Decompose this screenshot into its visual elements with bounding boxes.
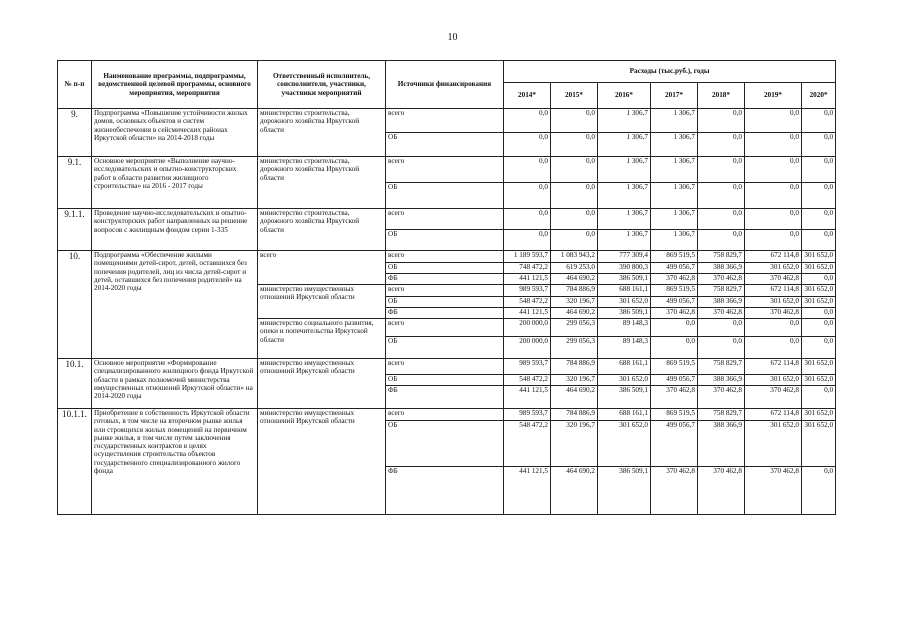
- expense-value: 301 652,0: [745, 263, 802, 274]
- expense-value: 1 306,7: [651, 183, 698, 209]
- expense-value: 672 114,8: [745, 409, 802, 421]
- expense-value: 1 189 593,7: [504, 251, 551, 263]
- expense-value: 0,0: [698, 337, 745, 359]
- expense-value: 301 652,0: [598, 421, 651, 467]
- expense-value: 301 652,0: [802, 285, 836, 297]
- expense-value: 0,0: [745, 209, 802, 230]
- expense-value: 0,0: [802, 109, 836, 133]
- expense-value: 688 161,1: [598, 285, 651, 297]
- expense-value: 386 509,1: [598, 274, 651, 285]
- expense-value: 301 652,0: [802, 359, 836, 375]
- expense-value: 0,0: [698, 209, 745, 230]
- expense-value: 619 253,0: [551, 263, 598, 274]
- expense-value: 758 829,7: [698, 409, 745, 421]
- measure-name: Подпрограмма «Повышение устойчивости жилых домов, основных объектов и систем жизнеобеспечения в сейсмических районах Иркутской области» на 2014-2018 годы: [92, 109, 258, 157]
- table-row: [58, 209, 836, 230]
- row-number: 9.1.: [58, 157, 92, 209]
- header-year: 2018*: [698, 83, 745, 109]
- funding-source: ФБ: [386, 308, 504, 319]
- executor: министерство социального развития, опеки и попечительства Иркутской области: [258, 319, 386, 359]
- expense-value: 688 161,1: [598, 409, 651, 421]
- expense-value: 0,0: [698, 183, 745, 209]
- expense-value: 390 800,3: [598, 263, 651, 274]
- expense-value: 0,0: [745, 157, 802, 183]
- expense-value: 0,0: [745, 183, 802, 209]
- expense-value: 320 196,7: [551, 421, 598, 467]
- funding-source: ФБ: [386, 467, 504, 515]
- funding-source: всего: [386, 157, 504, 183]
- expense-value: 0,0: [651, 337, 698, 359]
- expense-value: 464 690,2: [551, 386, 598, 409]
- expense-value: 748 472,2: [504, 263, 551, 274]
- expense-value: 0,0: [698, 230, 745, 251]
- expense-value: 499 056,7: [651, 297, 698, 308]
- expense-value: 0,0: [802, 319, 836, 337]
- expense-value: 299 056,3: [551, 337, 598, 359]
- expense-value: 0,0: [651, 319, 698, 337]
- expense-value: 370 462,8: [698, 274, 745, 285]
- expense-value: 0,0: [802, 183, 836, 209]
- expense-value: 0,0: [551, 133, 598, 157]
- expense-value: 548 472,2: [504, 375, 551, 386]
- funding-source: всего: [386, 319, 504, 337]
- measure-name: Проведение научно-исследовательских и опытно-конструкторских работ направленных на решение вопросов с жилищным фондом серии 1-335: [92, 209, 258, 251]
- header-year: 2017*: [651, 83, 698, 109]
- expense-value: 0,0: [802, 133, 836, 157]
- expense-value: 0,0: [745, 337, 802, 359]
- expense-value: 0,0: [802, 157, 836, 183]
- executor: министерство имущественных отношений Иркутской области: [258, 359, 386, 409]
- expense-value: 0,0: [504, 183, 551, 209]
- expense-value: 441 121,5: [504, 386, 551, 409]
- expense-value: 1 306,7: [651, 109, 698, 133]
- expense-value: 301 652,0: [745, 375, 802, 386]
- expense-value: 1 306,7: [598, 230, 651, 251]
- expense-value: 464 690,2: [551, 308, 598, 319]
- table-row: [58, 409, 836, 421]
- expense-value: 0,0: [504, 157, 551, 183]
- expense-value: 0,0: [698, 109, 745, 133]
- expense-value: 1 306,7: [651, 133, 698, 157]
- expense-value: 370 462,8: [698, 308, 745, 319]
- expense-value: 0,0: [504, 230, 551, 251]
- header-year: 2016*: [598, 83, 651, 109]
- executor: министерство строительства, дорожного хозяйства Иркутской области: [258, 209, 386, 251]
- expense-value: 0,0: [802, 209, 836, 230]
- measure-name: Приобретение в собственность Иркутской области готовых, в том числе на вторичном рынке жилья или строящихся жилых помещений на первичном рынке жилья, в том числе путем заключения государственных контрактов в целях осуществления строительства объектов государственного специализированного жилого фонда: [92, 409, 258, 515]
- expense-value: 388 366,9: [698, 297, 745, 308]
- expense-value: 370 462,8: [745, 308, 802, 319]
- expense-value: 200 000,0: [504, 319, 551, 337]
- expense-value: 464 690,2: [551, 274, 598, 285]
- funding-source: всего: [386, 109, 504, 133]
- funding-source: ОБ: [386, 183, 504, 209]
- expense-value: 370 462,8: [651, 467, 698, 515]
- expense-value: 548 472,2: [504, 297, 551, 308]
- funding-source: всего: [386, 409, 504, 421]
- header-year: 2020*: [802, 83, 836, 109]
- expense-value: 1 306,7: [651, 230, 698, 251]
- expense-value: 0,0: [551, 209, 598, 230]
- expense-value: 869 519,5: [651, 285, 698, 297]
- executor: министерство имущественных отношений Иркутской области: [258, 285, 386, 319]
- expense-value: 0,0: [745, 230, 802, 251]
- expense-value: 388 366,9: [698, 375, 745, 386]
- expense-value: 0,0: [551, 157, 598, 183]
- funding-source: ОБ: [386, 337, 504, 359]
- expense-value: 989 593,7: [504, 409, 551, 421]
- expense-value: 200 000,0: [504, 337, 551, 359]
- expense-value: 441 121,5: [504, 308, 551, 319]
- expense-value: 0,0: [551, 183, 598, 209]
- expense-value: 370 462,8: [698, 467, 745, 515]
- table-row: [58, 251, 836, 263]
- expense-value: 0,0: [745, 109, 802, 133]
- expense-value: 758 829,7: [698, 285, 745, 297]
- funding-source: ОБ: [386, 230, 504, 251]
- header-executor: Ответственный исполнитель, соисполнители, участники, участники мероприятий: [258, 61, 386, 109]
- table-row: [58, 109, 836, 133]
- expense-value: 388 366,9: [698, 421, 745, 467]
- expense-value: 688 161,1: [598, 359, 651, 375]
- funding-source: ОБ: [386, 263, 504, 274]
- header-num: № п-п: [58, 61, 92, 109]
- measure-name: Основное мероприятие «Выполнение научно-исследовательских и опытно-конструкторских работ в области развития жилищного строительства» на 2016 - 2017 годы: [92, 157, 258, 209]
- expense-value: 784 886,9: [551, 409, 598, 421]
- executor: министерство имущественных отношений Иркутской области: [258, 409, 386, 515]
- header-expenses: Расходы (тыс.руб.), годы: [504, 61, 836, 83]
- expense-value: 0,0: [802, 386, 836, 409]
- expense-value: 989 593,7: [504, 285, 551, 297]
- expense-value: 1 083 943,2: [551, 251, 598, 263]
- expense-value: 1 306,7: [598, 209, 651, 230]
- expense-value: 370 462,8: [651, 308, 698, 319]
- row-number: 10.1.: [58, 359, 92, 409]
- row-number: 9.1.1.: [58, 209, 92, 251]
- expense-value: 0,0: [551, 230, 598, 251]
- expense-value: 672 114,8: [745, 359, 802, 375]
- expense-value: 0,0: [802, 274, 836, 285]
- expense-value: 299 056,3: [551, 319, 598, 337]
- expense-value: 499 056,7: [651, 263, 698, 274]
- expense-value: 386 509,1: [598, 386, 651, 409]
- expense-value: 0,0: [551, 109, 598, 133]
- expense-value: 301 652,0: [802, 263, 836, 274]
- expense-value: 370 462,8: [651, 386, 698, 409]
- expense-value: 672 114,8: [745, 285, 802, 297]
- expense-value: 758 829,7: [698, 359, 745, 375]
- expense-value: 758 829,7: [698, 251, 745, 263]
- expense-value: 301 652,0: [802, 409, 836, 421]
- expense-value: 989 593,7: [504, 359, 551, 375]
- expense-value: 464 690,2: [551, 467, 598, 515]
- expense-value: 1 306,7: [598, 157, 651, 183]
- expense-value: 1 306,7: [598, 133, 651, 157]
- header-year: 2019*: [745, 83, 802, 109]
- expense-value: 869 519,5: [651, 409, 698, 421]
- header-name: Наименование программы, подпрограммы, ведомственной целевой программы, основного мероприятия, мероприятия: [92, 61, 258, 109]
- expense-value: 499 056,7: [651, 375, 698, 386]
- executor: всего: [258, 251, 386, 285]
- funding-source: всего: [386, 209, 504, 230]
- funding-source: ОБ: [386, 375, 504, 386]
- expense-value: 89 148,3: [598, 319, 651, 337]
- header-year: 2015*: [551, 83, 598, 109]
- expense-value: 370 462,8: [651, 274, 698, 285]
- expense-value: 301 652,0: [802, 251, 836, 263]
- funding-source: ОБ: [386, 297, 504, 308]
- expense-value: 0,0: [802, 467, 836, 515]
- expense-value: 301 652,0: [802, 421, 836, 467]
- expense-value: 388 366,9: [698, 263, 745, 274]
- expense-value: 1 306,7: [651, 157, 698, 183]
- funding-source: ФБ: [386, 274, 504, 285]
- expense-value: 0,0: [745, 133, 802, 157]
- table-row: [58, 359, 836, 375]
- row-number: 10.1.1.: [58, 409, 92, 515]
- funding-source: всего: [386, 359, 504, 375]
- funding-source: ОБ: [386, 421, 504, 467]
- expense-value: 370 462,8: [745, 467, 802, 515]
- expense-value: 370 462,8: [698, 386, 745, 409]
- expense-value: 320 196,7: [551, 375, 598, 386]
- page-number: 10: [447, 32, 458, 43]
- expense-value: 0,0: [802, 230, 836, 251]
- expense-value: 370 462,8: [745, 274, 802, 285]
- expense-value: 777 309,4: [598, 251, 651, 263]
- row-number: 9.: [58, 109, 92, 157]
- expense-value: 0,0: [745, 319, 802, 337]
- expense-value: 0,0: [504, 209, 551, 230]
- expense-value: 441 121,5: [504, 467, 551, 515]
- executor: министерство строительства, дорожного хозяйства Иркутской области: [258, 109, 386, 157]
- header-year: 2014*: [504, 83, 551, 109]
- expense-value: 548 472,2: [504, 421, 551, 467]
- budget-table: [57, 60, 836, 515]
- expense-value: 499 056,7: [651, 421, 698, 467]
- funding-source: всего: [386, 251, 504, 263]
- funding-source: всего: [386, 285, 504, 297]
- expense-value: 0,0: [698, 133, 745, 157]
- expense-value: 386 509,1: [598, 308, 651, 319]
- expense-value: 301 652,0: [745, 421, 802, 467]
- expense-value: 784 886,9: [551, 285, 598, 297]
- expense-value: 0,0: [504, 109, 551, 133]
- expense-value: 0,0: [698, 157, 745, 183]
- funding-source: ОБ: [386, 133, 504, 157]
- expense-value: 301 652,0: [598, 375, 651, 386]
- expense-value: 320 196,7: [551, 297, 598, 308]
- expense-value: 386 509,1: [598, 467, 651, 515]
- expense-value: 869 519,5: [651, 251, 698, 263]
- measure-name: Подпрограмма «Обеспечение жилыми помещениями детей-сирот, детей, оставшихся без попечения родителей, лиц из числа детей-сирот и детей, оставшихся без попечения родителей» на 2014-2020 годы: [92, 251, 258, 359]
- expense-value: 89 148,3: [598, 337, 651, 359]
- expense-value: 1 306,7: [598, 183, 651, 209]
- expense-value: 370 462,8: [745, 386, 802, 409]
- header-source: Источники финансирования: [386, 61, 504, 109]
- expense-value: 0,0: [698, 319, 745, 337]
- expense-value: 301 652,0: [802, 375, 836, 386]
- expense-value: 301 652,0: [598, 297, 651, 308]
- measure-name: Основное мероприятие «Формирование специализированного жилищного фонда Иркутской области в рамках полномочий министерства имущественных отношений Иркутской области» на 2014-2020 годы: [92, 359, 258, 409]
- expense-value: 441 121,5: [504, 274, 551, 285]
- expense-value: 301 652,0: [802, 297, 836, 308]
- table-row: [58, 157, 836, 183]
- expense-value: 0,0: [802, 308, 836, 319]
- expense-value: 869 519,5: [651, 359, 698, 375]
- expense-value: 672 114,8: [745, 251, 802, 263]
- executor: министерство строительства, дорожного хозяйства Иркутской области: [258, 157, 386, 209]
- expense-value: 1 306,7: [651, 209, 698, 230]
- row-number: 10.: [58, 251, 92, 359]
- expense-value: 0,0: [802, 337, 836, 359]
- expense-value: 0,0: [504, 133, 551, 157]
- funding-source: ФБ: [386, 386, 504, 409]
- expense-value: 784 886,9: [551, 359, 598, 375]
- expense-value: 1 306,7: [598, 109, 651, 133]
- expense-value: 301 652,0: [745, 297, 802, 308]
